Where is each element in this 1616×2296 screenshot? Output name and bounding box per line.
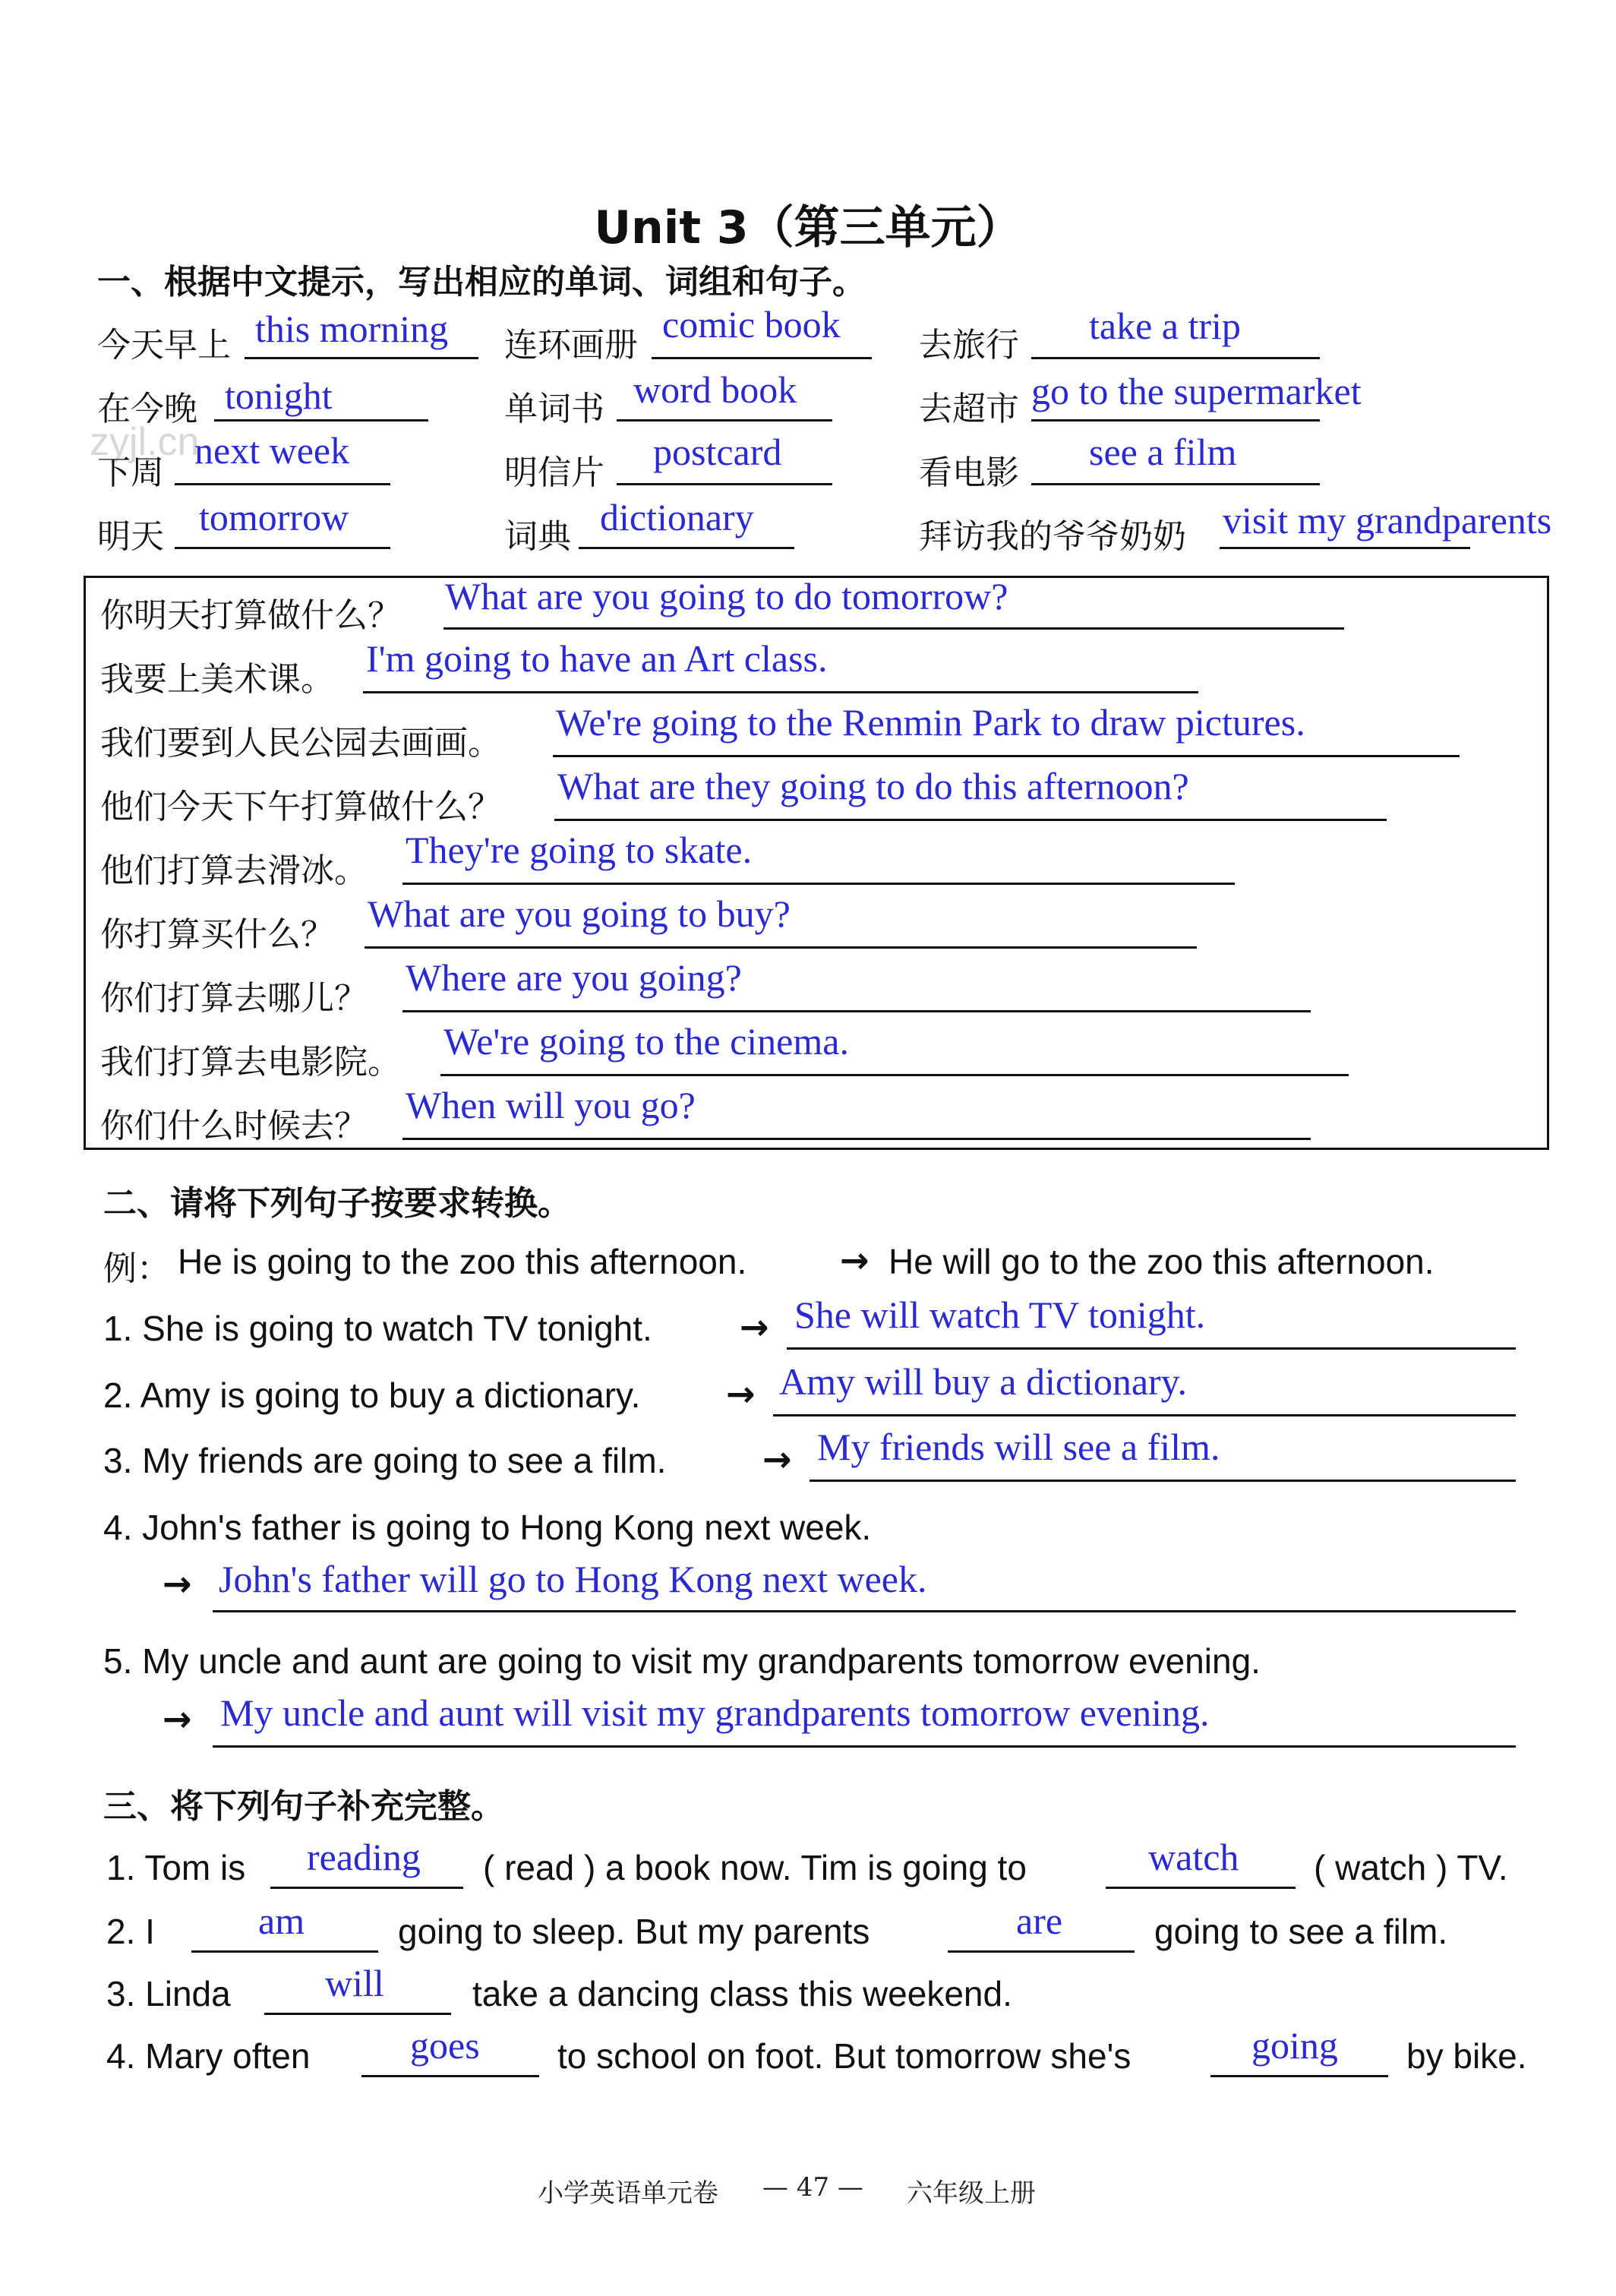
fill-text: going to sleep. But my parents <box>398 1912 870 1951</box>
footer-book: 小学英语单元卷 <box>538 2178 718 2209</box>
sentence-answer: They're going to skate. <box>406 829 753 871</box>
sentence-answer: I'm going to have an Art class. <box>366 637 828 680</box>
vocab-answer: this morning <box>255 308 449 350</box>
transform-question: 1. She is going to watch TV tonight. <box>103 1309 652 1348</box>
vocab-answer: visit my grandparents <box>1223 499 1552 542</box>
fill-text: going to see a film. <box>1154 1912 1448 1951</box>
fill-answer: am <box>258 1900 305 1942</box>
transform-answer: She will watch TV tonight. <box>794 1293 1206 1336</box>
sentence-cn: 我要上美术课。 <box>100 660 334 699</box>
fill-answer: will <box>325 1962 384 2004</box>
fill-text: 4. Mary often <box>106 2036 311 2076</box>
vocab-answer: dictionary <box>600 496 754 538</box>
transform-question: 5. My uncle and aunt are going to visit my grandparents tomorrow evening. <box>103 1641 1261 1681</box>
answer-line <box>579 547 794 549</box>
arrow-icon: → <box>163 1698 192 1739</box>
sentence-cn: 你明天打算做什么？ <box>100 596 401 635</box>
transform-question: 4. John's father is going to Hong Kong next week. <box>103 1508 872 1547</box>
vocab-cn: 看电影 <box>919 453 1019 492</box>
answer-line <box>440 1074 1349 1076</box>
answer-line <box>402 883 1235 885</box>
vocab-cn: 去超市 <box>919 390 1019 428</box>
answer-line <box>264 2013 451 2015</box>
footer-grade: 六年级上册 <box>907 2178 1036 2209</box>
answer-line <box>948 1950 1135 1953</box>
fill-text: 3. Linda <box>106 1974 231 2013</box>
section2-heading: 二、请将下列句子按要求转换。 <box>103 1184 571 1223</box>
arrow-icon: → <box>726 1373 756 1414</box>
fill-answer: goes <box>410 2024 480 2067</box>
section1-heading: 一、根据中文提示，写出相应的单词、词组和句子。 <box>97 263 866 302</box>
arrow-icon: → <box>762 1439 792 1480</box>
answer-line <box>245 357 478 359</box>
sentence-cn: 他们打算去滑冰。 <box>100 851 368 890</box>
footer-page-number: — 47 — <box>762 2172 863 2203</box>
answer-line <box>1210 2075 1388 2077</box>
answer-line <box>191 1950 378 1953</box>
section3-heading: 三、将下列句子补充完整。 <box>103 1787 504 1826</box>
answer-line <box>363 691 1198 693</box>
answer-line <box>810 1480 1516 1482</box>
answer-line <box>365 946 1197 949</box>
fill-answer: reading <box>307 1836 421 1878</box>
answer-line <box>443 627 1344 630</box>
answer-line <box>213 1745 1516 1748</box>
fill-text: 1. Tom is <box>106 1848 246 1887</box>
vocab-answer: tonight <box>225 374 333 417</box>
vocab-answer: comic book <box>662 303 841 346</box>
answer-line <box>1031 357 1320 359</box>
sentence-answer: We're going to the cinema. <box>443 1020 849 1063</box>
fill-text: ( read ) a book now. Tim is going to <box>483 1848 1027 1887</box>
answer-line <box>1106 1887 1296 1889</box>
example-right: He will go to the zoo this afternoon. <box>888 1242 1435 1281</box>
answer-line <box>617 419 832 422</box>
answer-line <box>554 819 1387 821</box>
vocab-answer: go to the supermarket <box>1031 370 1362 412</box>
sentence-answer: We're going to the Renmin Park to draw pictures. <box>556 701 1305 744</box>
sentence-cn: 你打算买什么？ <box>100 915 334 954</box>
answer-line <box>361 2075 539 2077</box>
sentence-answer: Where are you going? <box>406 956 742 999</box>
answer-line <box>787 1347 1516 1350</box>
arrow-icon: → <box>163 1563 192 1604</box>
vocab-answer: postcard <box>653 431 782 473</box>
answer-line <box>553 755 1460 757</box>
transform-answer: My uncle and aunt will visit my grandparents tomorrow evening. <box>220 1691 1210 1734</box>
vocab-cn: 今天早上 <box>97 326 231 365</box>
answer-line <box>617 483 832 485</box>
vocab-answer: word book <box>633 368 797 411</box>
answer-line <box>175 547 390 549</box>
transform-question: 2. Amy is going to buy a dictionary. <box>103 1375 641 1415</box>
answer-line <box>1220 547 1470 549</box>
answer-line <box>213 1610 1516 1612</box>
sentence-answer: What are you going to buy? <box>368 892 791 935</box>
vocab-answer: take a trip <box>1089 305 1241 347</box>
sentence-cn: 他们今天下午打算做什么？ <box>100 788 501 826</box>
vocab-cn: 拜访我的爷爷奶奶 <box>919 517 1186 556</box>
answer-line <box>214 419 428 422</box>
fill-text: to school on foot. But tomorrow she's <box>557 2036 1132 2076</box>
transform-answer: John's father will go to Hong Kong next week. <box>219 1558 927 1600</box>
example-left: He is going to the zoo this afternoon. <box>178 1242 747 1281</box>
vocab-cn: 明信片 <box>504 453 604 492</box>
fill-text: ( watch ) TV. <box>1314 1848 1508 1887</box>
vocab-answer: see a film <box>1089 431 1237 473</box>
sentence-answer: What are they going to do this afternoon? <box>557 765 1189 807</box>
transform-question: 3. My friends are going to see a film. <box>103 1441 667 1480</box>
sentence-answer: What are you going to do tomorrow? <box>445 575 1008 617</box>
answer-line <box>773 1414 1516 1416</box>
transform-answer: My friends will see a film. <box>817 1426 1220 1468</box>
vocab-cn: 单词书 <box>504 390 604 428</box>
vocab-cn: 明天 <box>97 517 164 556</box>
vocab-cn: 在今晚 <box>97 390 197 428</box>
sentence-answer: When will you go? <box>406 1084 696 1126</box>
example-label: 例： <box>103 1249 170 1288</box>
arrow-icon: → <box>740 1306 769 1347</box>
fill-text: 2. I <box>106 1912 155 1951</box>
fill-answer: watch <box>1148 1836 1239 1878</box>
answer-line <box>652 357 872 359</box>
vocab-cn: 词典 <box>504 517 571 556</box>
answer-line <box>1031 419 1320 422</box>
fill-answer: are <box>1016 1900 1063 1942</box>
transform-answer: Amy will buy a dictionary. <box>779 1360 1187 1403</box>
sentence-cn: 你们打算去哪儿？ <box>100 979 368 1018</box>
page-title: Unit 3（第三单元） <box>594 201 1022 254</box>
watermark: zyjl.cn <box>90 420 200 464</box>
vocab-answer: next week <box>194 429 350 472</box>
vocab-cn: 下周 <box>97 453 164 492</box>
fill-text: by bike. <box>1406 2036 1527 2076</box>
vocab-cn: 连环画册 <box>504 326 638 365</box>
fill-answer: going <box>1251 2024 1338 2067</box>
vocab-answer: tomorrow <box>199 496 349 538</box>
fill-text: take a dancing class this weekend. <box>472 1974 1012 2013</box>
answer-line <box>270 1887 463 1889</box>
sentence-cn: 我们要到人民公园去画画。 <box>100 724 501 763</box>
answer-line <box>402 1010 1311 1012</box>
answer-line <box>1031 483 1320 485</box>
answer-line <box>402 1138 1311 1140</box>
answer-line <box>175 483 390 485</box>
sentence-cn: 你们什么时候去？ <box>100 1107 368 1145</box>
arrow-icon: → <box>840 1240 870 1281</box>
vocab-cn: 去旅行 <box>919 326 1019 365</box>
sentence-cn: 我们打算去电影院。 <box>100 1043 401 1082</box>
